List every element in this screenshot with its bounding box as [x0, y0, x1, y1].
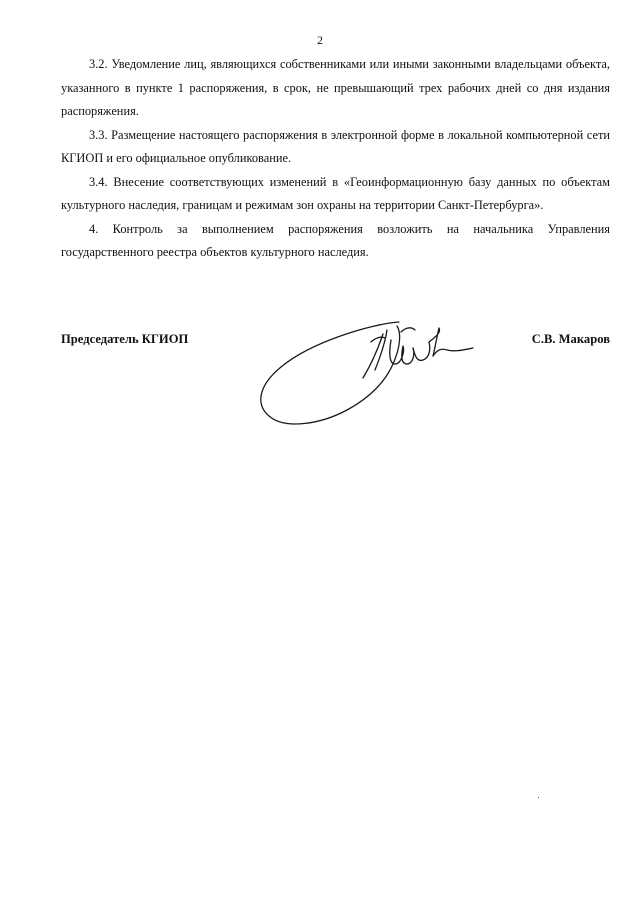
page-number: 2: [317, 33, 323, 47]
paragraph-3-3: 3.3. Размещение настоящего распоряжения в электронной форме в локальной компьютерной сети КГИОП и его официальное опубликование.: [61, 127, 610, 165]
signer-title: Председатель КГИОП: [61, 332, 189, 346]
document-body: [61, 53, 610, 265]
handwritten-signature: [251, 312, 491, 437]
signature-block: [61, 328, 610, 438]
signer-name: С.В. Макаров: [531, 332, 610, 346]
scan-speck: [538, 797, 539, 798]
paragraph-3-2: 3.2. Уведомление лиц, являющихся собственниками или иными законными владельцами объекта, указанного в пункте 1 распоряжения, в срок, не превышающий трех рабочих дней со дня издания распоряжения.: [61, 57, 610, 118]
paragraph-3-4: 3.4. Внесение соответствующих изменений в «Геоинформационную базу данных по объектам культурного наследия, границам и режимам зон охраны на территории Санкт-Петербурга».: [61, 174, 610, 212]
paragraph-4: 4. Контроль за выполнением распоряжения возложить на начальника Управления государственного реестра объектов культурного наследия.: [61, 221, 610, 259]
